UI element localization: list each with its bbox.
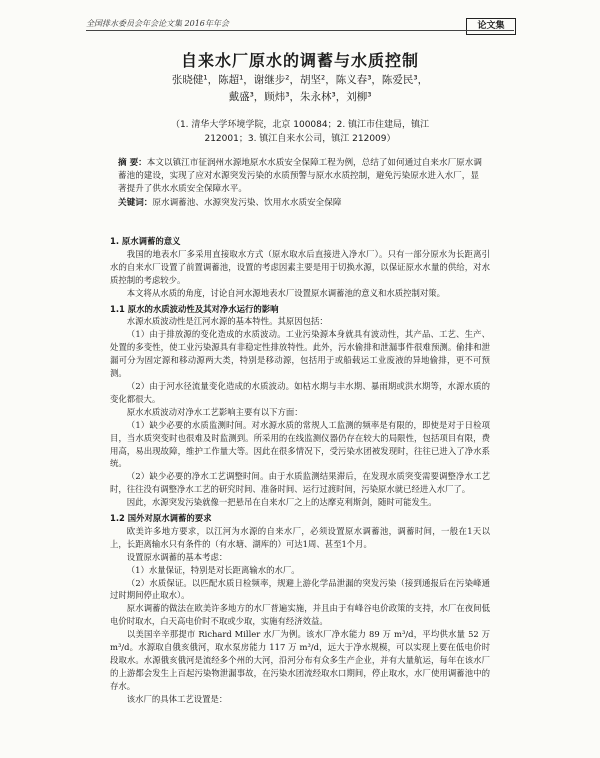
header-divider	[86, 30, 514, 31]
section-heading: 1.2 国外对原水调蓄的要求	[110, 513, 212, 524]
section-heading: 1.1 原水的水质波动性及其对净水运行的影响	[110, 303, 279, 314]
keywords-block	[118, 197, 482, 210]
body-paragraph: 我国的地表水厂多采用直接取水方式（原水取水后直接进入净水厂）。只有一部分原水为长距离引水的自来水厂设置了前置调蓄池，设置的考虑因素主要是用于切换水源，以保证原水水量的供给，对水质控制的考虑较少。	[110, 248, 490, 285]
abstract	[118, 157, 482, 210]
author-line: 张晓健¹，陈超¹，谢继步²，胡坚²，陈义春³，陈爱民³，	[171, 74, 429, 86]
abstract-label: 摘 要：	[118, 158, 147, 168]
author-line: 戴盛³，顾炜³，朱永林³，刘柳³	[228, 91, 372, 103]
keywords-text: 原水调蓄池、水源突发污染、饮用水水质安全保障	[152, 197, 342, 208]
abstract-text-block	[118, 157, 482, 197]
body-paragraph: （1）水量保证，特别是对长距离输水的水厂。	[126, 564, 300, 575]
affiliation-line: （1. 清华大学环境学院，北京 100084；2. 镇江市住建局，镇江	[170, 120, 430, 130]
keywords-label: 关键词：	[118, 197, 153, 208]
paper-title: 自来水厂原水的调蓄与水质控制	[180, 51, 419, 70]
affiliation-line: 212001；3. 镇江自来水公司，镇江 212009）	[204, 134, 396, 144]
affiliations	[110, 118, 490, 146]
body-paragraph: 原水水质波动对净水工艺影响主要有以下方面：	[126, 406, 303, 417]
body-paragraph: 欧美许多地方要求，以江河为水源的自来水厂，必须设置原水调蓄池，调蓄时间，一般在1天以上，长距离输水只有条件的（有水塘、湖库的）可达1周、甚至1个月。	[110, 525, 490, 549]
body-paragraph: 原水调蓄的做法在欧美许多地方的水厂普遍实施，并且由于有峰谷电价政策的支持，水厂在夜间低电价时取水，白天高电价时不取或少取，实施有经济效益。	[110, 603, 490, 627]
author-list	[110, 72, 490, 106]
article-body	[110, 235, 490, 706]
body-paragraph: 以美国辛辛那提市 Richard Miller 水厂为例。该水厂净水能力 89 万 m³/d，平均供水量 52 万 m³/d。水源取自俄亥俄河，取水泵房能力 117 万 m³/d，远大于净水规模，可以实现上要在低电价时段取水。水源俄亥俄河是流经多个州的大河，沿河分布有众多生产企业，并有大量航运，每年在该水厂的上游都会发生上百起污染物泄漏事故，在污染水团流经取水口期间，停止取水，水厂使用调蓄池中的存水。	[110, 629, 490, 691]
body-paragraph: 因此，水源突发污染就像一把悬吊在自来水厂之上的达摩克利斯剑，随时可能发生。	[126, 497, 437, 508]
journal-header: 全国排水委员会年会论文集 2016年年会	[86, 19, 229, 28]
abstract-text: 本文以镇江市征润州水源地原水水质安全保障工程为例，总结了如何通过自来水厂原水调蓄池的建设，实现了应对水源突发污染的水质预警与原水水质控制，避免污染原水进入水厂，显著提升了供水水质安全保障水平。	[118, 158, 482, 195]
section-heading: 1. 原水调蓄的意义	[110, 236, 181, 246]
body-paragraph: 本文将从水质的角度，讨论自河水源地表水厂设置原水调蓄池的意义和水质控制对策。	[126, 287, 446, 298]
body-paragraph: 该水厂的具体工艺设置是：	[126, 693, 228, 704]
section-tag: 论文集	[466, 18, 516, 35]
body-paragraph: 水源水质波动性是江河水源的基本特性。其原因包括：	[126, 316, 328, 327]
body-paragraph: （2）缺少必要的净水工艺调整时间。由于水质监测结果滞后，在发现水质突变需要调整净水工艺时，往往没有调整净水工艺的研究时间、准备时间、运行过渡时间，污染原水就已经进入水厂了。	[110, 471, 490, 495]
body-paragraph: （2）水质保证。以匹配水质日检频率，规避上游化学品泄漏的突发污染（接到通报后在污染峰通过时期间停止取水）。	[110, 577, 490, 601]
body-paragraph: 设置原水调蓄的基本考虑：	[126, 551, 228, 562]
body-paragraph: （1）缺少必要的水质监测时间。对水源水质的常规人工监测的频率是有限的，即使是对于日检项目，当水质突变时也很难及时监测到。所采用的在线监测仪器仍存在较大的局限性，包括项目有限，费用高，易出现故障，维护工作量大等。因此在很多情况下，受污染水团被发现时，往往已进入了净水系统。	[110, 419, 490, 469]
body-paragraph: （1）由于排放源的变化造成的水质波动。工业污染源本身就具有波动性，其产品、工艺、生产、处置的多变性，使工业污染源具有非稳定性排放特性。此外，污水偷排和泄漏事件很难预测。偷排和泄漏可分为固定源和移动源两大类，特别是移动源，包括用于或船载运工业废液的异地偷排，更不可预测。	[110, 329, 490, 379]
body-paragraph: （2）由于河水径流量变化造成的水质波动。如枯水期与丰水期、暴雨期或洪水期等，水源水质的变化都很大。	[110, 380, 490, 404]
